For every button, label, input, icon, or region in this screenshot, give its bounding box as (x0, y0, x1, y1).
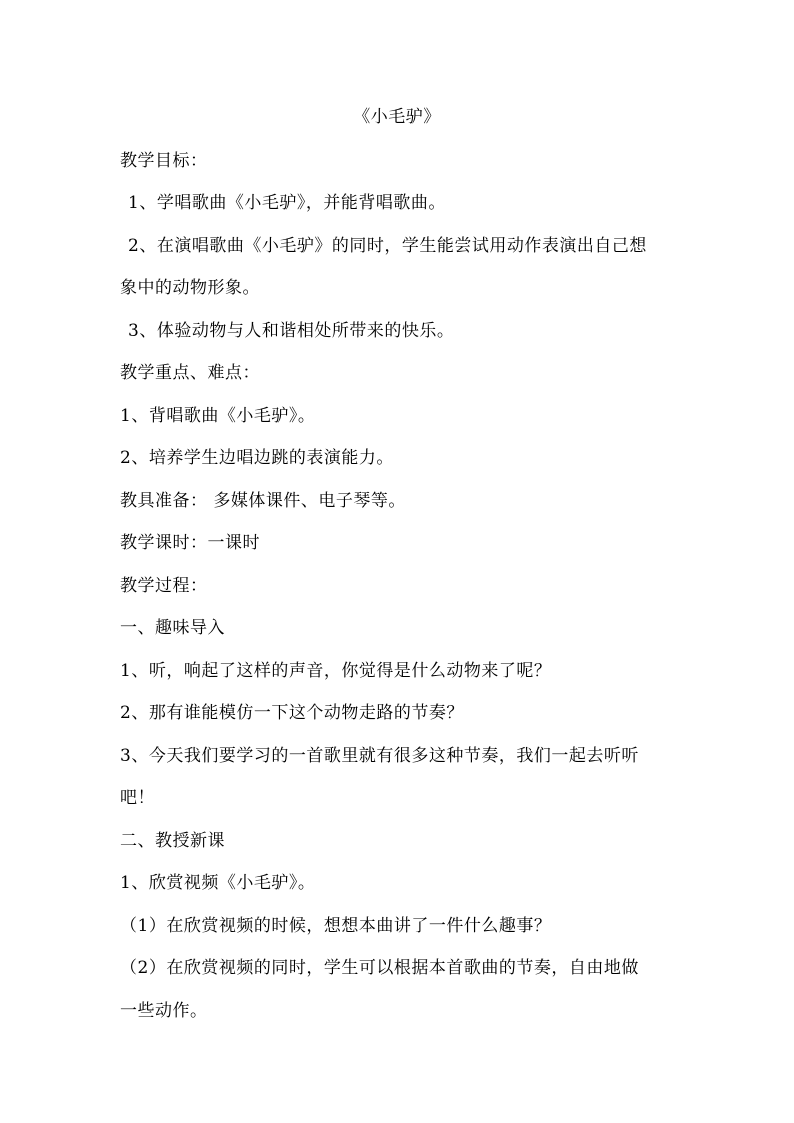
lesson-substep-2-continued: 一些动作。 (120, 1001, 208, 1021)
intro-step-1: 1、听，响起了这样的声音，你觉得是什么动物来了呢？ (120, 661, 552, 681)
class-hours: 教学课时：一课时 (120, 533, 260, 553)
key-point-1: 1、背唱歌曲《小毛驴》。 (120, 406, 316, 426)
intro-step-2: 2、那有谁能模仿一下这个动物走路的节奏？ (120, 703, 464, 723)
intro-step-3: 3、今天我们要学习的一首歌里就有很多这种节奏，我们一起去听听 (120, 746, 639, 766)
objective-1: 1、学唱歌曲《小毛驴》，并能背唱歌曲。 (128, 193, 446, 213)
subsection-heading-new-lesson: 二、教授新课 (120, 831, 225, 851)
lesson-substep-1: （1）在欣赏视频的时候，想想本曲讲了一件什么趣事？ (120, 916, 552, 936)
section-heading-objectives: 教学目标： (120, 151, 208, 171)
subsection-heading-intro: 一、趣味导入 (120, 618, 225, 638)
section-heading-key-points: 教学重点、难点： (120, 363, 260, 383)
objective-2-continued: 象中的动物形象。 (120, 278, 260, 298)
lesson-substep-2: （2）在欣赏视频的同时，学生可以根据本首歌曲的节奏，自由地做 (120, 958, 639, 978)
objective-3: 3、体验动物与人和谐相处所带来的快乐。 (128, 321, 455, 341)
intro-step-3-continued: 吧！ (120, 788, 155, 808)
objective-2: 2、在演唱歌曲《小毛驴》的同时，学生能尝试用动作表演出自己想 (128, 236, 647, 256)
section-heading-process: 教学过程： (120, 576, 208, 596)
lesson-step-1: 1、欣赏视频《小毛驴》。 (120, 873, 316, 893)
teaching-aids: 教具准备： 多媒体课件、电子琴等。 (120, 491, 406, 511)
document-title: 《小毛驴》 (353, 107, 441, 127)
key-point-2: 2、培养学生边唱边跳的表演能力。 (120, 448, 394, 468)
